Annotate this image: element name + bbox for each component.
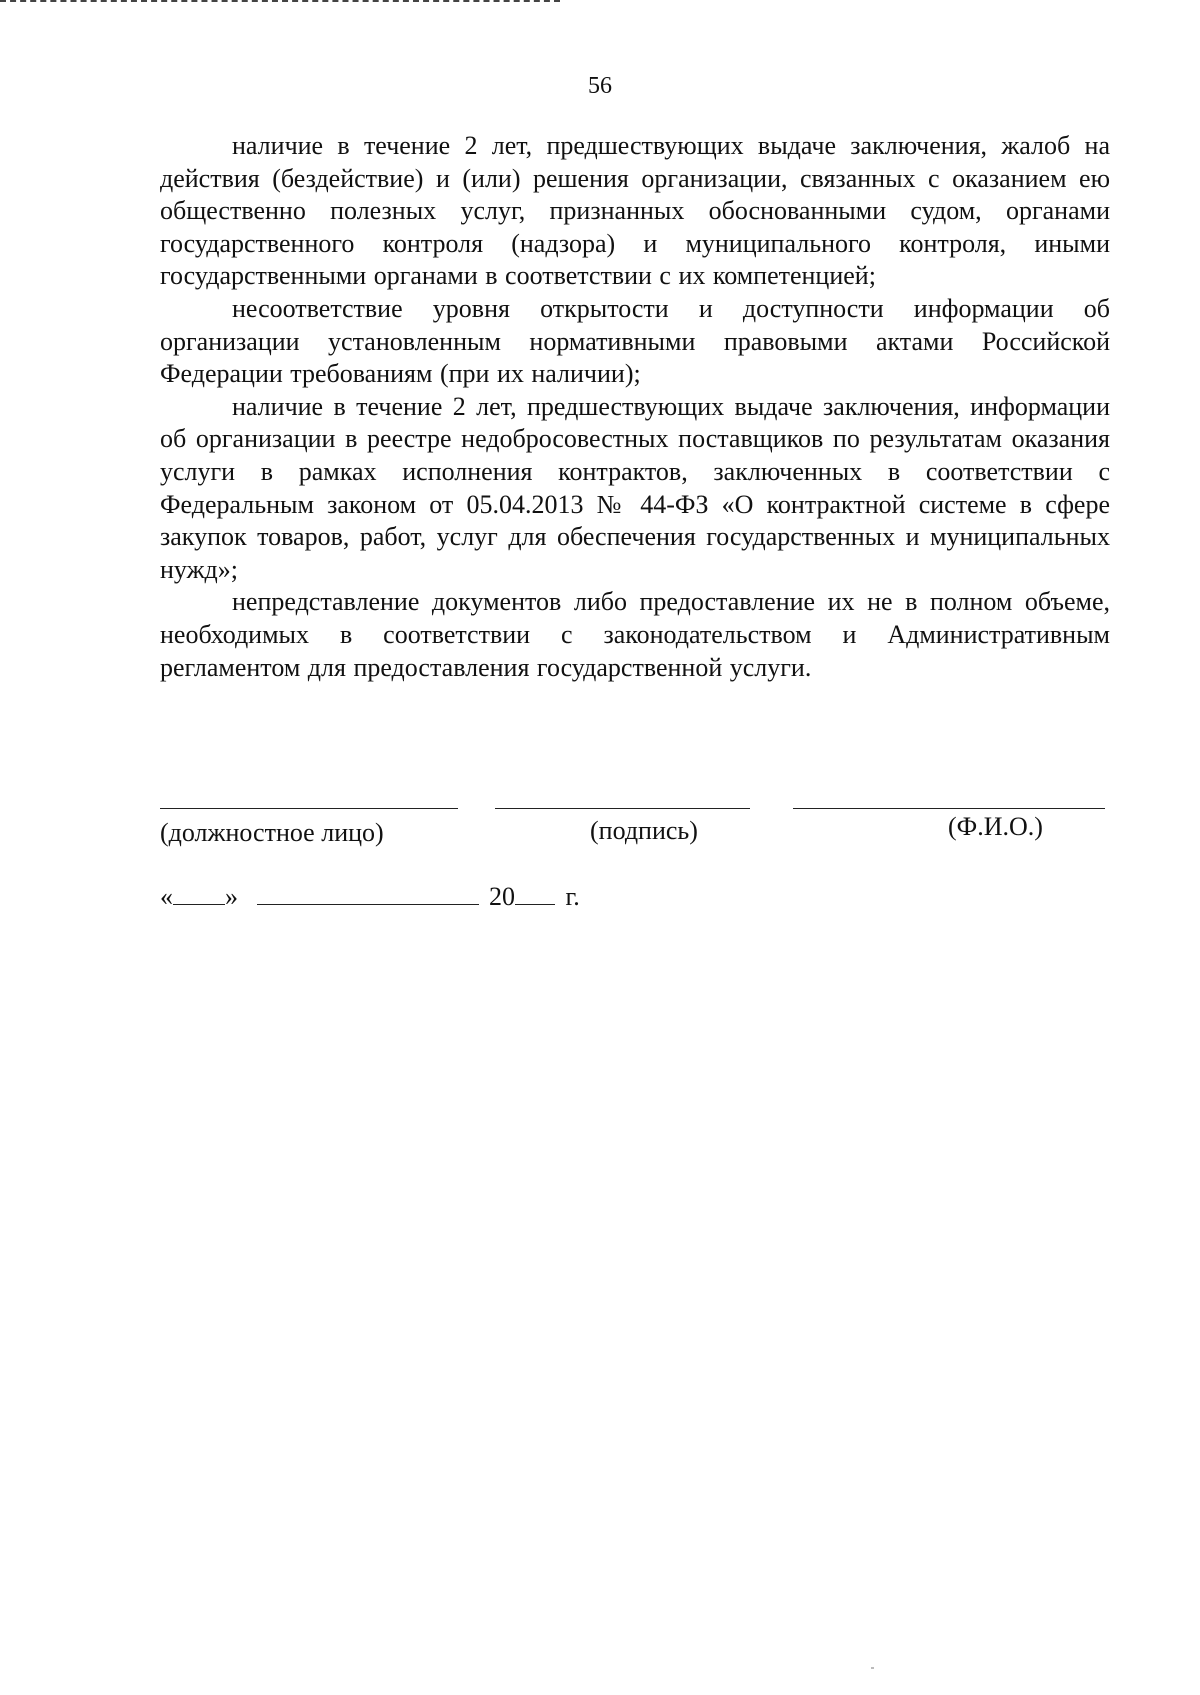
day-blank <box>173 880 225 905</box>
signature-label: (подпись) <box>590 816 698 845</box>
year-prefix: 20 <box>489 882 515 911</box>
year-blank <box>515 880 555 905</box>
year-suffix: г. <box>565 882 580 911</box>
month-blank <box>257 880 479 905</box>
day-open-quote: « <box>160 882 173 911</box>
page-number: 56 <box>588 73 612 99</box>
signature-line <box>495 808 750 809</box>
day-close-quote: » <box>225 882 238 911</box>
position-signature-line <box>160 808 458 809</box>
scan-speck <box>871 1667 874 1669</box>
paragraph-openness: несоответствие уровня открытости и доступности информации об организации установленным нормативными правовыми актами Российской Федерации требованиям (при их наличии); <box>160 293 1110 389</box>
paragraph-documents: непредставление документов либо предоставление их не в полном объеме, необходимых в соответствии с законодательством и Административным регламентом для предоставления государственной услуги. <box>160 587 1110 682</box>
position-label: (должностное лицо) <box>160 818 384 847</box>
date-line <box>160 880 580 912</box>
scan-edge-dashes <box>0 0 560 2</box>
name-label: (Ф.И.О.) <box>948 812 1043 841</box>
name-signature-line <box>793 808 1105 809</box>
paragraph-registry: наличие в течение 2 лет, предшествующих выдаче заключения, информации об организации в реестре недобросовестных поставщиков по результатам оказания услуги в рамках исполнения контрактов, заключенных в соответствии с Федеральным законом от 05.04.2013 № 44-ФЗ «О контрактной системе в сфере закупок товаров, работ, услуг для обеспечения государственных и муниципальных нужд»; <box>160 391 1110 584</box>
paragraph-complaints: наличие в течение 2 лет, предшествующих выдаче заключения, жалоб на действия (бездействие) и (или) решения организации, связанных с оказанием ею общественно полезных услуг, признанных обоснованными судом, органами государственного контроля (надзора) и муниципального контроля, иными государственными органами в соответствии с их компетенцией; <box>160 131 1110 291</box>
document-body <box>160 130 1110 684</box>
